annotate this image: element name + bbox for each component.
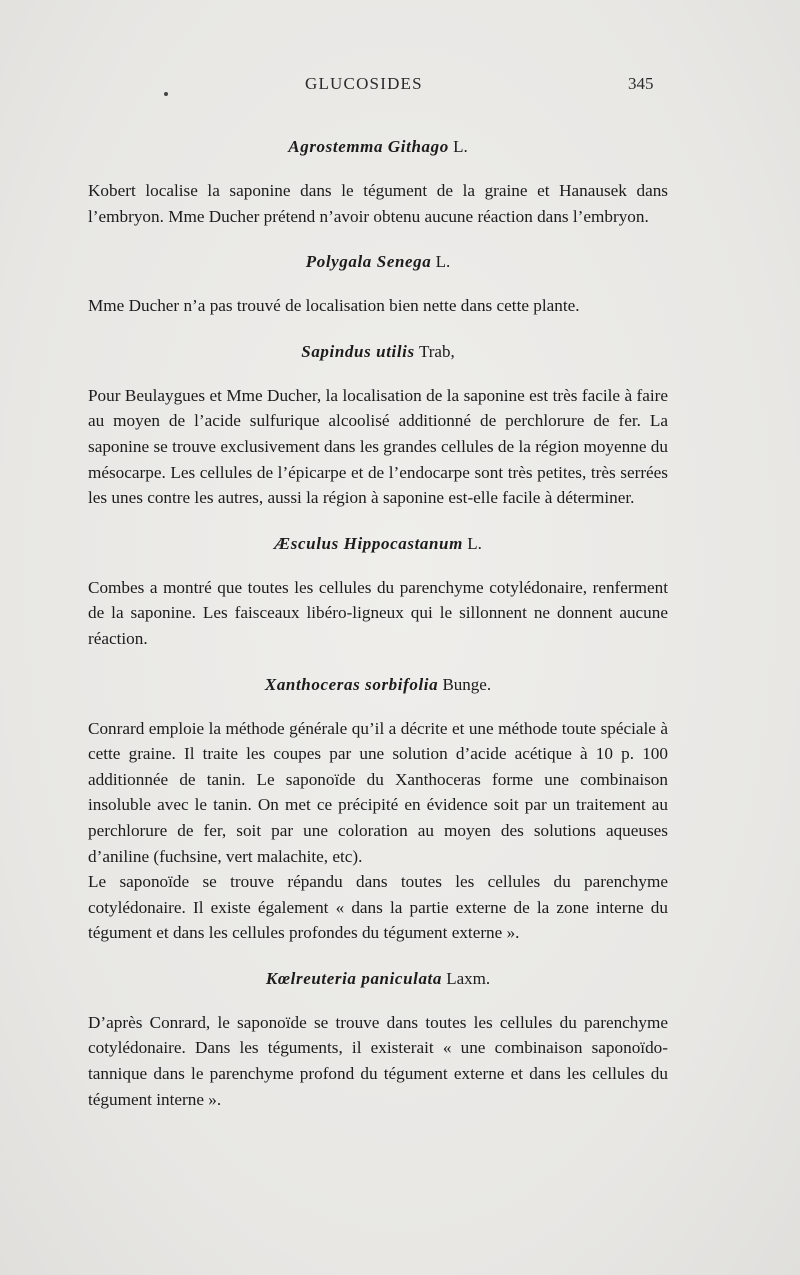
page-number: 345 [628, 74, 654, 93]
chapter-title: GLUCOSIDES [305, 74, 423, 93]
paragraph: D’après Conrard, le saponoïde se trouve dans toutes les cellules du parenchyme cotylédonaire. Dans les téguments, il existerait « une combinaison saponoïdo-tannique dans le parenchyme profond du tégument externe et dans les cellules du tégument interne ». [88, 1012, 668, 1109]
paragraph: Combes a montré que toutes les cellules du parenchyme cotylédonaire, renferment de la saponine. Les faisceaux libéro-ligneux qui le sillonnent ne donnent aucune réaction. [88, 577, 668, 648]
species-authority: L. [435, 252, 451, 272]
species-name: Æsculus Hippocastanum [274, 533, 463, 553]
paragraph: Conrard emploie la méthode générale qu’il a décrite et une méthode toute spéciale à cette graine. Il traite les coupes par une solution d’acide acétique à 10 p. 100 additionnée de tanin. Le saponoïde du Xanthoceras forme une combinaison insoluble avec le tanin. On met ce précipité en évidence soit par un traitement au perchlorure de fer, soit par une coloration au moyen des solutions aqueuses d’aniline (fuchsine, vert malachite, etc). [88, 718, 668, 866]
section-heading [88, 339, 668, 365]
section-heading [88, 249, 668, 275]
paragraph: Le saponoïde se trouve répandu dans toutes les cellules du parenchyme cotylédonaire. Il existe également « dans la partie externe de la zone interne du tégument et dans les cellules profondes du tégument externe ». [88, 872, 668, 943]
species-name: Kœlreuteria paniculata [265, 968, 442, 988]
species-authority: L. [467, 533, 482, 553]
species-name: Sapindus utilis [301, 341, 415, 361]
paragraph: Kobert localise la saponine dans le tégument de la graine et Hanausek dans l’embryon. Mme Ducher prétend n’avoir obtenu aucune réaction dans l’embryon. [88, 181, 668, 226]
paragraph: Pour Beulaygues et Mme Ducher, la localisation de la saponine est très facile à faire au moyen de l’acide sulfurique alcoolisé additionné de perchlorure de fer. La saponine se trouve exclusivement dans les grandes cellules de la région moyenne du mésocarpe. Les cellules de l’épicarpe et de l’endocarpe sont très petites, très serrées les unes contre les autres, aussi la région à saponine est-elle facile à déterminer. [88, 385, 668, 508]
section-heading [88, 134, 668, 160]
section-heading [88, 531, 668, 557]
species-authority: L. [453, 137, 468, 156]
species-authority: Bunge. [442, 674, 492, 694]
species-name: Polygala Senega [305, 252, 432, 272]
species-authority: Laxm. [446, 968, 491, 988]
species-name: Xanthoceras sorbifolia [264, 674, 439, 694]
running-head [0, 74, 800, 98]
paragraph: Mme Ducher n’a pas trouvé de localisation bien nette dans cette plante. [88, 296, 580, 316]
section-heading [88, 672, 668, 698]
species-authority: Trab, [418, 341, 455, 361]
species-name: Agrostemma Githago [288, 137, 449, 156]
page-body [88, 128, 668, 1112]
ink-speck [164, 92, 168, 96]
section-heading [88, 966, 668, 992]
